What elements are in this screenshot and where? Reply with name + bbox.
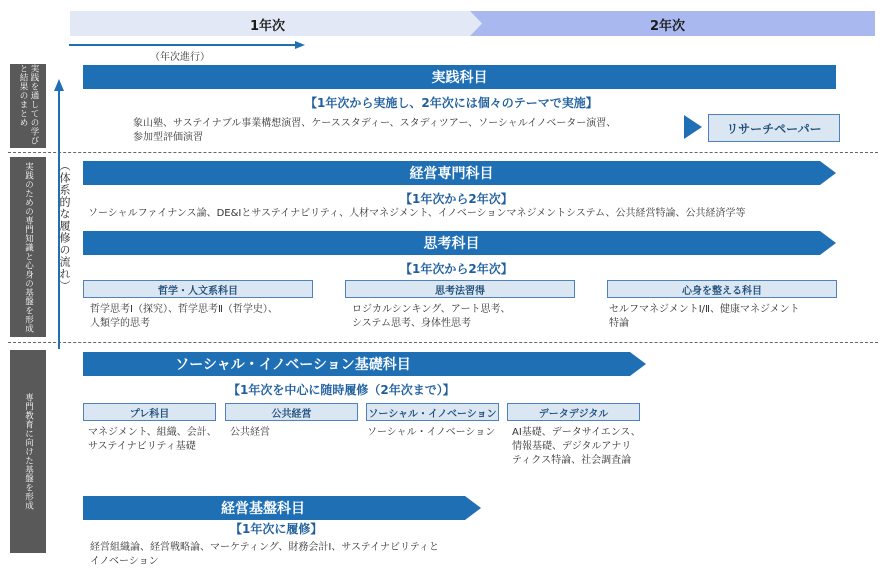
pre-course-text-line2: サステイナビリティ基礎: [88, 441, 196, 452]
thinking-title: 思考科目: [423, 236, 480, 252]
year2-label: 2年次: [650, 19, 686, 34]
management-text: ソーシャルファイナンス論、DE&Iとサステイナビリティ、人材マネジメント、イノベーションマネジメントシステム、公共経営特論、公共経済学等: [88, 208, 746, 219]
side-bar-bottom: [10, 350, 46, 553]
side-label-top: 実践を通しての学びと結果のまとめ: [18, 64, 39, 145]
foundation-subtitle: 【1年次に履修】: [230, 522, 323, 536]
play-arrow-icon: [684, 115, 702, 139]
research-paper-box: リサーチペーパー: [708, 114, 840, 142]
philosophy-text: [90, 303, 340, 331]
side-bar-top: [10, 64, 46, 148]
public-management-box: 公共経営: [225, 403, 358, 421]
social-subtitle: 【1年次を中心に随時履修（2年次まで）】: [228, 383, 455, 397]
practice-text: [133, 117, 673, 145]
progress-label: （年次進行）: [150, 52, 210, 63]
practice-text-line2: 参加型評価演習: [133, 132, 203, 143]
section-divider-2: [8, 342, 878, 343]
mind-body-box: 心身を整える科目: [607, 280, 837, 298]
philosophy-box: 哲学・人文系科目: [83, 280, 313, 298]
practice-banner: [83, 65, 836, 89]
thinking-method-text: [352, 303, 602, 331]
data-digital-text-line1: AI基礎、データサイエンス、: [512, 427, 641, 438]
flow-label: （体系的な履修の流れ）: [58, 160, 71, 292]
foundation-text: [90, 541, 510, 569]
side-label-bottom: 専門教育に向けた基盤を形成: [23, 393, 34, 510]
side-bar-middle: [10, 157, 46, 337]
social-banner: [83, 352, 646, 376]
mind-body-text-line1: セルフマネジメントⅠ/Ⅱ、健康マネジメント: [609, 304, 800, 315]
practice-text-line1: 象山塾、サステイナブル事業構想演習、ケーススタディー、スタディツアー、ソーシャルイノベーター演習、: [133, 118, 617, 129]
practice-title: 実践科目: [431, 70, 488, 86]
side-label-middle: 実践のための専門知識と心身の基盤を形成: [23, 161, 34, 333]
data-digital-box: データデジタル: [507, 403, 640, 421]
philosophy-text-line1: 哲学思考Ⅰ（探究）、哲学思考Ⅱ（哲学史）、: [90, 304, 278, 315]
data-digital-text-line2: 情報基礎、デジタルアナリ: [512, 441, 632, 452]
social-innovation-box: ソーシャル・イノベーション: [366, 403, 499, 421]
social-innovation-text: ソーシャル・イノベーション: [367, 427, 496, 438]
thinking-method-text-line2: システム思考、身体性思考: [352, 318, 471, 329]
thinking-banner: [83, 231, 836, 255]
year1-label: 1年次: [250, 19, 286, 34]
pre-course-text: [88, 426, 228, 454]
foundation-banner: [83, 496, 481, 520]
public-management-text: 公共経営: [230, 427, 270, 438]
thinking-subtitle: 【1年次から2年次】: [400, 262, 513, 276]
management-title: 経営専門科目: [409, 166, 494, 182]
pre-course-text-line1: マネジメント、組織、会計、: [88, 427, 217, 438]
thinking-method-text-line1: ロジカルシンキング、アート思考、: [352, 304, 511, 315]
foundation-title: 経営基盤科目: [221, 501, 305, 517]
management-subtitle: 【1年次から2年次】: [400, 192, 513, 206]
foundation-text-line1: 経営組織論、経営戦略論、マーケティング、財務会計Ⅰ、サステイナビリティと: [90, 542, 440, 553]
data-digital-text: [512, 426, 662, 468]
year-timeline-band: [70, 11, 875, 36]
management-banner: [83, 161, 836, 185]
pre-course-box: プレ科目: [83, 403, 216, 421]
section-divider-1: [8, 152, 878, 153]
thinking-method-box: 思考法習得: [345, 280, 575, 298]
mind-body-text: [609, 303, 869, 331]
practice-subtitle: 【1年次から実施し、2年次には個々のテーマで実施】: [305, 96, 598, 110]
mind-body-text-line2: 特論: [609, 318, 629, 329]
social-title: ソーシャル・イノベーション基礎科目: [175, 357, 411, 373]
philosophy-text-line2: 人類学的思考: [90, 318, 150, 329]
data-digital-text-line3: ティクス特論、社会調査論: [512, 455, 632, 466]
foundation-text-line2: イノベーション: [90, 556, 159, 567]
